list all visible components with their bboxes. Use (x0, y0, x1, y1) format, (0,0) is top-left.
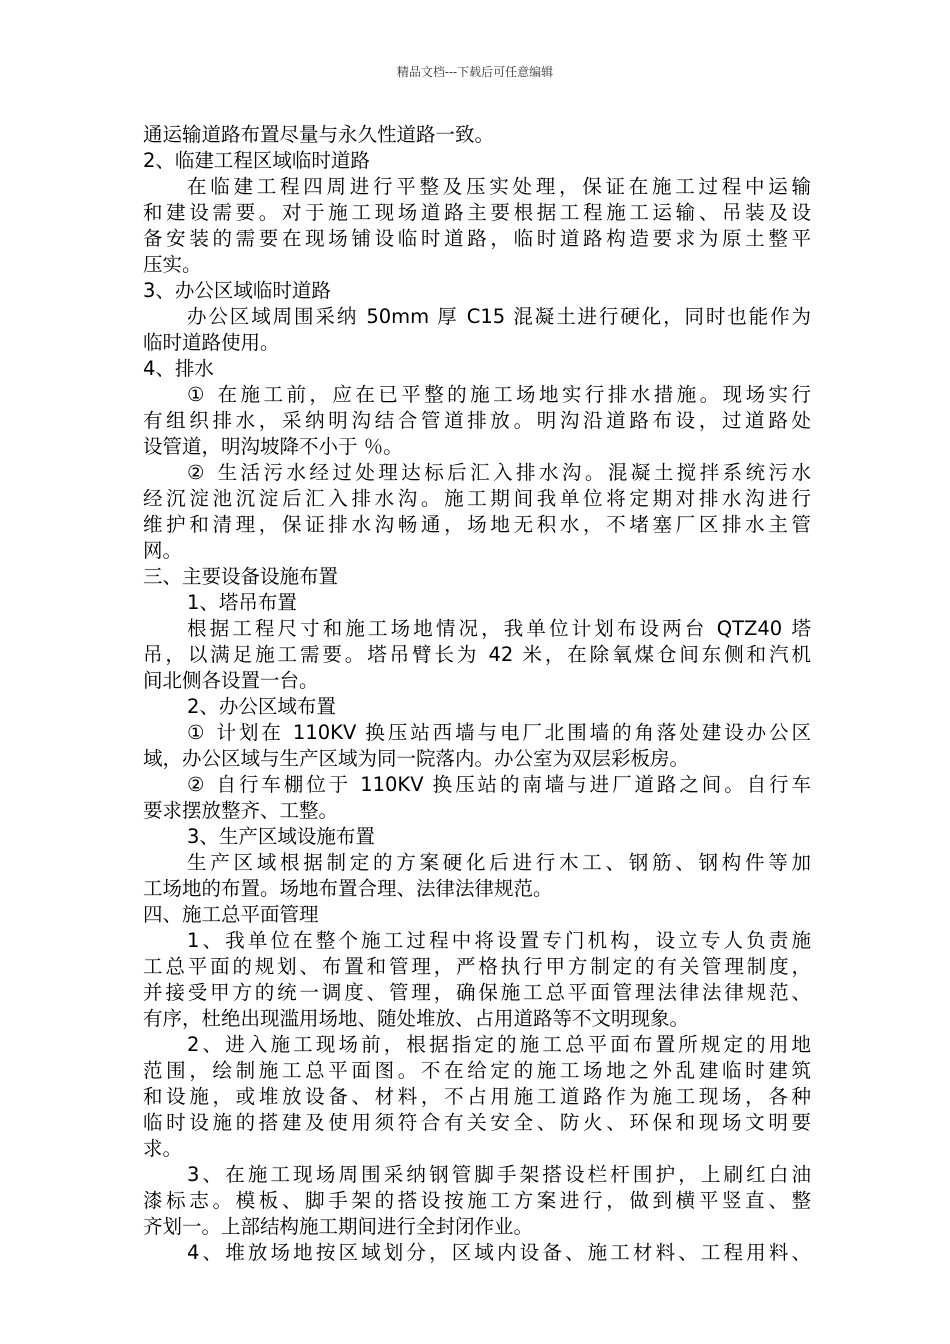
text-line: 设管道，明沟坡降不小于 ％。 (143, 435, 403, 458)
text-line: 吊，以满足施工需要。塔吊臂长为 42 米，在除氧煤仓间东侧和汽机 (143, 643, 811, 666)
text-line: 和设施，或堆放设备、材料，不占用施工道路作为施工现场，各种 (143, 1085, 811, 1108)
text-line: 要求摆放整齐、工整。 (143, 799, 339, 822)
text-line: 求。 (143, 1137, 183, 1160)
text-line: 工场地的布置。场地布置合理、法律法律规范。 (143, 877, 553, 900)
text-line: 3、在施工现场周围采纳钢管脚手架搭设栏杆围护，上刷红白油 (187, 1163, 811, 1186)
text-line: 有序，杜绝出现滥用场地、随处堆放、占用道路等不文明现象。 (143, 1007, 690, 1030)
text-line: 2、临建工程区域临时道路 (143, 149, 370, 172)
text-line: 2、进入施工现场前，根据指定的施工总平面布置所规定的用地 (187, 1033, 811, 1056)
text-line: 漆标志。模板、脚手架的搭设按施工方案进行，做到横平竖直、整 (143, 1189, 811, 1212)
text-line: ② 生活污水经过处理达标后汇入排水沟。混凝土搅拌系统污水 (187, 461, 811, 484)
text-line: 域，办公区域与生产区域为同一院落内。办公室为双层彩板房。 (143, 747, 690, 770)
text-line: 维护和清理，保证排水沟畅通，场地无积水，不堵塞厂区排水主管 (143, 513, 811, 536)
document-body (143, 122, 811, 1266)
text-line: 压实。 (143, 253, 202, 276)
text-line: 备安装的需要在现场铺设临时道路，临时道路构造要求为原土整平 (143, 227, 811, 250)
text-line: 4、堆放场地按区域划分，区域内设备、施工材料、工程用料、 (187, 1241, 811, 1264)
text-line: 有组织排水，采纳明沟结合管道排放。明沟沿道路布设，过道路处 (143, 409, 811, 432)
text-line: 4、排水 (143, 357, 214, 380)
text-line: 齐划一。上部结构施工期间进行全封闭作业。 (143, 1215, 534, 1238)
text-line: 在临建工程四周进行平整及压实处理，保证在施工过程中运输 (187, 175, 811, 198)
text-line: 范围，绘制施工总平面图。不在给定的施工场地之外乱建临时建筑 (143, 1059, 811, 1082)
text-line: ① 计划在 110KV 换压站西墙与电厂北围墙的角落处建设办公区 (187, 721, 811, 744)
text-line: 临时设施的搭建及使用须符合有关安全、防火、环保和现场文明要 (143, 1111, 811, 1134)
text-line: ① 在施工前，应在已平整的施工场地实行排水措施。现场实行 (187, 383, 811, 406)
text-line: 3、生产区域设施布置 (187, 825, 375, 848)
text-line: 和建设需要。对于施工现场道路主要根据工程施工运输、吊装及设 (143, 201, 811, 224)
text-line: 网。 (143, 539, 183, 562)
text-line: 三、主要设备设施布置 (143, 565, 339, 588)
text-line: 1、我单位在整个施工过程中将设置专门机构，设立专人负责施 (187, 929, 811, 952)
text-line: 2、办公区域布置 (187, 695, 336, 718)
text-line: 通运输道路布置尽量与永久性道路一致。 (143, 123, 495, 146)
text-line: 根据工程尺寸和施工场地情况，我单位计划布设两台 QTZ40 塔 (187, 617, 811, 640)
text-line: 工总平面的规划、布置和管理，严格执行甲方制定的有关管理制度， (143, 955, 811, 978)
text-line: 临时道路使用。 (143, 331, 280, 354)
text-line: 并接受甲方的统一调度、管理，确保施工总平面管理法律法律规范、 (143, 981, 811, 1004)
text-line: 办公区域周围采纳 50mm 厚 C15 混凝土进行硬化，同时也能作为 (187, 305, 811, 328)
text-line: 生产区域根据制定的方案硬化后进行木工、钢筋、钢构件等加 (187, 851, 811, 874)
text-line: ② 自行车棚位于 110KV 换压站的南墙与进厂道路之间。自行车 (187, 773, 811, 796)
text-line: 经沉淀池沉淀后汇入排水沟。施工期间我单位将定期对排水沟进行 (143, 487, 811, 510)
page-header: 精品文档---下载后可任意编辑 (396, 65, 554, 79)
text-line: 间北侧各设置一台。 (143, 669, 319, 692)
text-line: 四、施工总平面管理 (143, 903, 319, 926)
text-line: 3、办公区域临时道路 (143, 279, 331, 302)
text-line: 1、塔吊布置 (187, 591, 297, 614)
